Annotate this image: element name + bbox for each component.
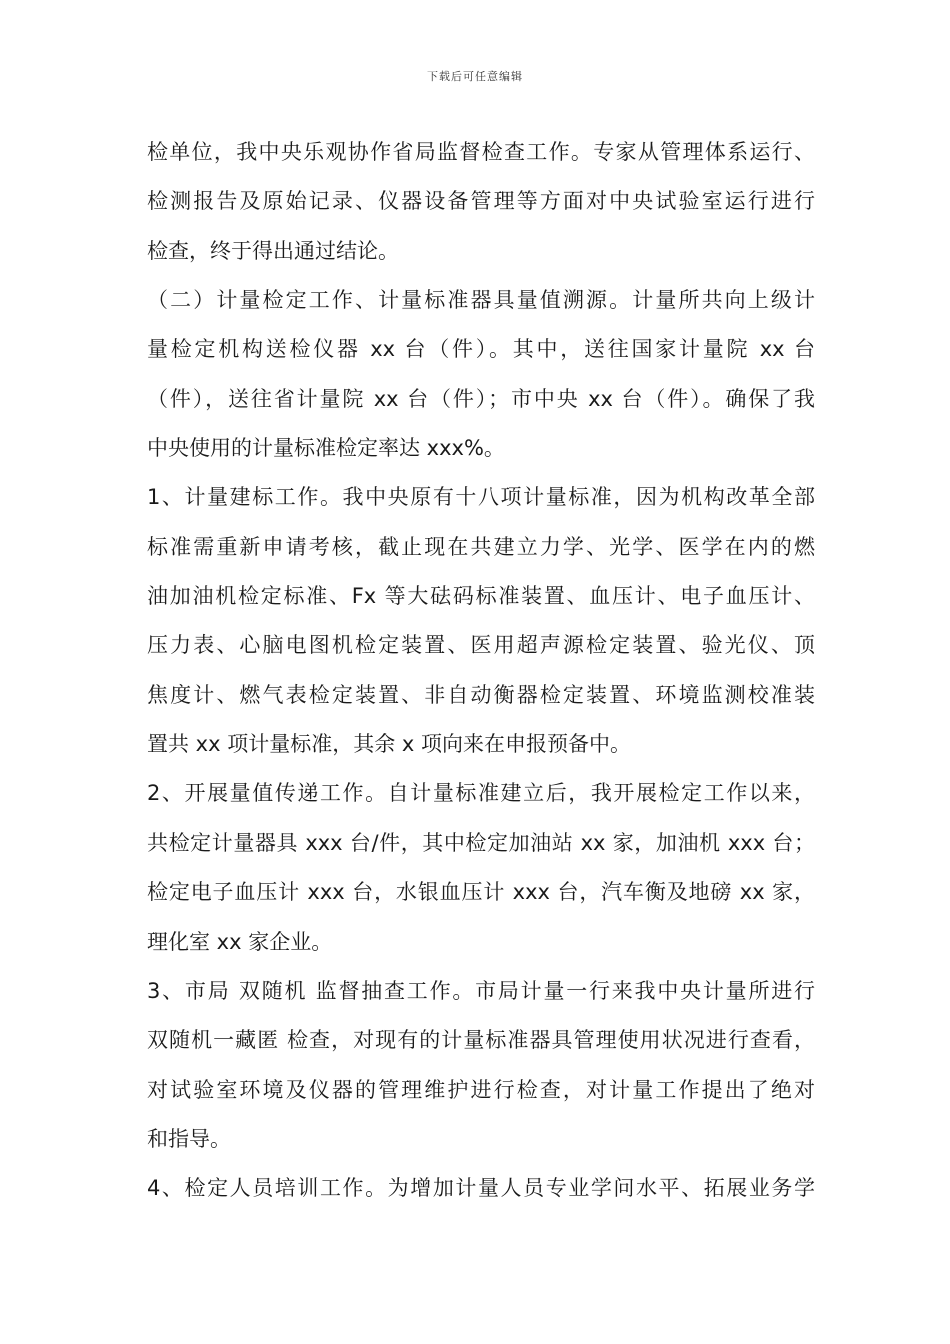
text-line: （件），送往省计量院 xx 台（件）；市中央 xx 台（件）。确保了我 (147, 386, 815, 411)
paragraph-standards-establishment (147, 473, 815, 769)
text-line: 中央使用的计量标准检定率达 xxx%。 (147, 436, 505, 461)
paragraph-inspection-summary (147, 128, 815, 276)
text-line: 压力表、心脑电图机检定装置、医用超声源检定装置、验光仪、顶 (147, 633, 815, 658)
text-line: 置共 xx 项计量标准，其余 x 项向来在申报预备中。 (147, 732, 631, 757)
text-line: 理化室 xx 家企业。 (147, 929, 333, 954)
text-line: 和指导。 (147, 1126, 231, 1151)
text-line: 量检定机构送检仪器 xx 台（件）。其中，送往国家计量院 xx 台 (147, 337, 815, 362)
text-line: 3、市局 双随机 监督抽查工作。市局计量一行来我中央计量所进行 (147, 978, 815, 1003)
text-line: 检单位，我中央乐观协作省局监督检查工作。专家从管理体系运行、 (147, 140, 815, 164)
text-line: 油加油机检定标准、Fx 等大砝码标准装置、血压计、电子血压计、 (147, 584, 815, 609)
text-line: 共检定计量器具 xxx 台/件，其中检定加油站 xx 家，加油机 xxx 台； (147, 830, 815, 855)
text-line: 标准需重新申请考核，截止现在共建立力学、光学、医学在内的燃 (147, 534, 815, 559)
text-line: 双随机一藏匿 检查，对现有的计量标准器具管理使用状况进行查看， (147, 1028, 815, 1053)
text-line: （二）计量检定工作、计量标准器具量值溯源。计量所共向上级计 (147, 288, 815, 313)
text-line: 检定电子血压计 xxx 台，水银血压计 xxx 台，汽车衡及地磅 xx 家， (147, 880, 815, 905)
text-line: 1、计量建标工作。我中央原有十八项计量标准，因为机构改革全部 (147, 485, 815, 510)
text-line: 对试验室环境及仪器的管理维护进行检查，对计量工作提出了绝对 (147, 1077, 815, 1102)
paragraph-staff-training (147, 1164, 815, 1213)
page-header: 下载后可任意编辑 (427, 70, 523, 83)
text-line: 4、检定人员培训工作。为增加计量人员专业学问水平、拓展业务学 (147, 1176, 815, 1201)
text-line: 检测报告及原始记录、仪器设备管理等方面对中央试验室运行进行 (147, 189, 815, 214)
paragraph-random-inspection (147, 967, 815, 1164)
paragraph-value-transfer (147, 769, 815, 966)
paragraph-metrology-verification (147, 276, 815, 473)
text-line: 焦度计、燃气表检定装置、非自动衡器检定装置、环境监测校准装 (147, 682, 815, 707)
text-line: 检查，终于得出通过结论。 (147, 238, 399, 263)
text-line: 2、开展量值传递工作。自计量标准建立后，我开展检定工作以来， (147, 781, 815, 806)
document-body (147, 128, 815, 1214)
